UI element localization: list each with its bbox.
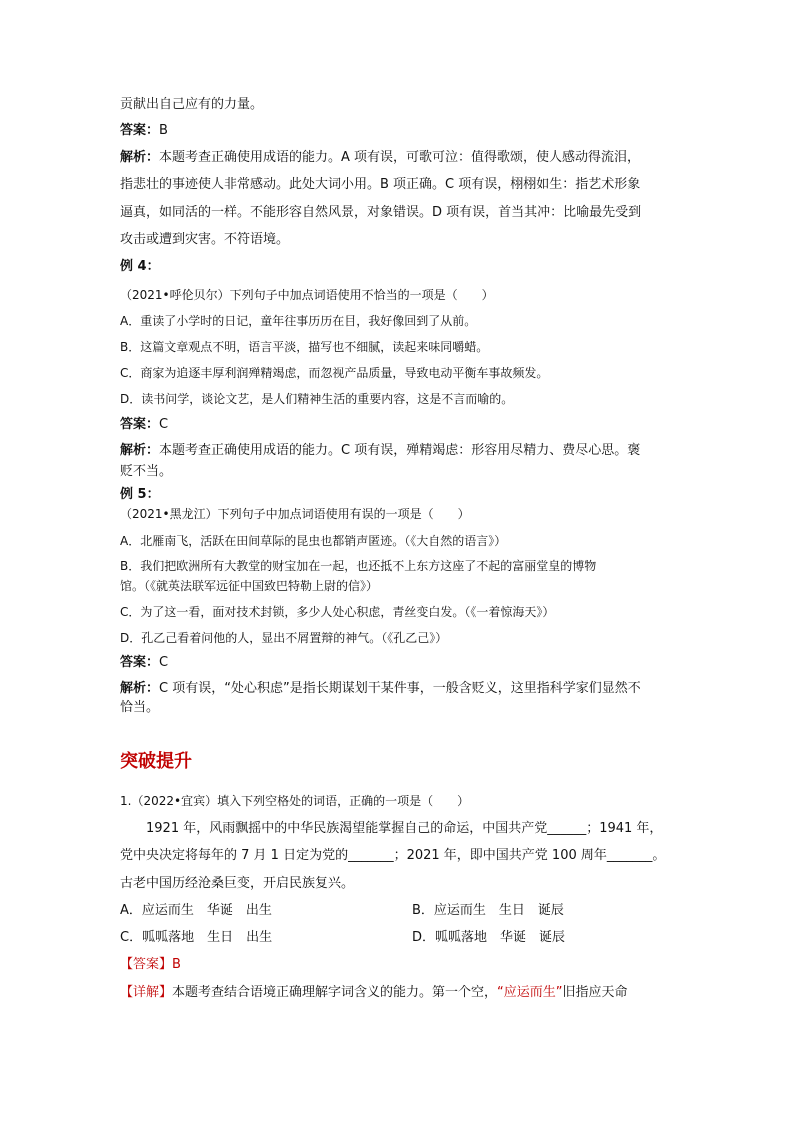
option-c: C．商家为追逐丰厚利润殚精竭虑，而忽视产品质量，导致电动平衡车事故频发。	[120, 366, 549, 380]
detail-tail: 旧指应天命	[562, 985, 628, 1000]
answer-label: 答案：	[120, 417, 160, 432]
option-a: A．重读了小学时的日记，童年往事历历在目，我好像回到了从前。	[120, 314, 477, 328]
example-label: 例 5：	[120, 487, 160, 502]
option-b: B．应运而生 生日 诞辰	[412, 903, 564, 918]
option-b-cont: 馆。（《就英法联军远征中国致巴特勒上尉的信》）	[120, 579, 379, 593]
answer-value: B	[159, 123, 168, 138]
text-line: 贡献出自己应有的力量。	[120, 97, 264, 112]
analysis-line: 恰当。	[120, 700, 160, 715]
analysis-line: 攻击或遭到灾害。不符语境。	[120, 232, 290, 247]
analysis-label: 解析：	[120, 150, 160, 165]
option-a: A．应运而生 华诞 出生	[120, 903, 272, 918]
question-paragraph: 1921 年，风雨飘摇中的中华民族渴望能掌握自己的命运，中国共产党______；1941 年，	[120, 821, 663, 836]
analysis-text: 本题考查正确使用成语的能力。C 项有误，殚精竭虑：形容用尽精力、费尽心思。褒	[159, 443, 641, 458]
answer-label: 【答案】	[120, 957, 173, 972]
analysis-line	[120, 149, 640, 167]
question-stem: （2021•呼伦贝尔）下列句子中加点词语使用不恰当的一项是（ ）	[120, 288, 494, 302]
option-c: C．为了这一看，面对技术封锁，多少人处心积虑，青丝变白发。（《一着惊海天》）	[120, 605, 555, 619]
option-c: C．呱呱落地 生日 出生	[120, 930, 273, 945]
analysis-line	[120, 442, 640, 460]
answer-label: 答案：	[120, 123, 160, 138]
option-b: B．这篇文章观点不明，语言平淡，描写也不细腻，读起来味同嚼蜡。	[120, 340, 489, 354]
answer-value: C	[159, 417, 169, 432]
analysis-text: C 项有误，“处心积虑”是指长期谋划干某件事，一般含贬义，这里指科学家们显然不	[159, 681, 641, 696]
answer-label: 答案：	[120, 655, 160, 670]
analysis-line: 指悲壮的事迹使人非常感动。此处大词小用。B 项正确。C 项有误，栩栩如生：指艺术形象	[120, 177, 641, 192]
detail-line	[120, 984, 628, 1002]
question-paragraph: 古老中国历经沧桑巨变，开启民族复兴。	[120, 876, 355, 891]
option-d: D．呱呱落地 华诞 诞辰	[412, 930, 566, 945]
answer-value: B	[172, 957, 181, 972]
answer-line	[120, 122, 168, 140]
question-paragraph: 党中央决定将每年的 7 月 1 日定为党的_______；2021 年，即中国共产党 100 周年_______。	[120, 848, 666, 863]
detail-label: 【详解】	[120, 985, 173, 1000]
analysis-line	[120, 680, 641, 698]
question-stem: （2021•黑龙江）下列句子中加点词语使用有误的一项是（ ）	[120, 507, 470, 521]
option-b: B．我们把欧洲所有大教堂的财宝加在一起，也还抵不上东方这座了不起的富丽堂皇的博物	[120, 559, 597, 573]
detail-quote: “应运而生”	[497, 985, 563, 1000]
option-d: D．孔乙己看着问他的人，显出不屑置辩的神气。（《孔乙己》）	[120, 631, 448, 645]
analysis-line: 逼真，如同活的一样。不能形容自然风景，对象错误。D 项有误，首当其冲：比喻最先受到	[120, 205, 642, 220]
analysis-line: 贬不当。	[120, 464, 173, 479]
answer-line	[120, 654, 168, 672]
analysis-text: 本题考查正确使用成语的能力。A 项有误，可歌可泣：值得歌颂，使人感动得流泪，	[159, 150, 641, 165]
option-a: A．北雁南飞，活跃在田间草际的昆虫也都销声匿迹。（《大自然的语言》）	[120, 534, 507, 548]
answer-line	[120, 956, 181, 974]
option-d: D．读书问学，谈论文艺，是人们精神生活的重要内容，这是不言而喻的。	[120, 392, 514, 406]
question-stem: 1.（2022•宜宾）填入下列空格处的词语，正确的一项是（ ）	[120, 794, 470, 808]
answer-value: C	[159, 655, 169, 670]
analysis-label: 解析：	[120, 681, 160, 696]
analysis-label: 解析：	[120, 443, 160, 458]
section-title: 突破提升	[120, 751, 192, 772]
detail-text: 本题考查结合语境正确理解字词含义的能力。第一个空，	[172, 985, 498, 1000]
example-label: 例 4：	[120, 259, 160, 274]
answer-line	[120, 416, 168, 434]
